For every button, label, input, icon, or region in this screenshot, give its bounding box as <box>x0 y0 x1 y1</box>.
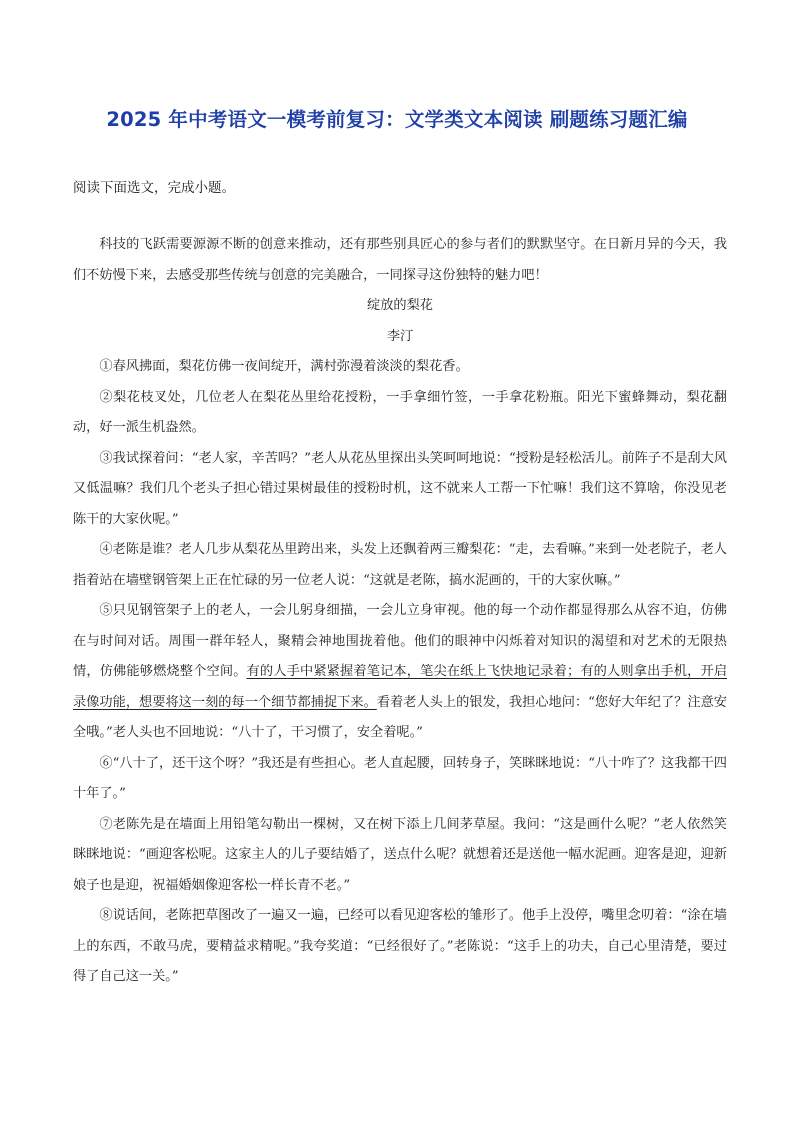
paragraph-5-part-b: 看着老人头上的银发，我担心地问：“您好大年纪了？注意安全哦。”老人头也不回地说：“八十了，干习惯了，安全着呢。” <box>73 694 727 740</box>
paragraph-1: ①春风拂面，梨花仿佛一夜间绽开，满村弥漫着淡淡的梨花香。 <box>99 359 469 374</box>
article-author: 李汀 <box>386 328 414 344</box>
paragraph-8: ⑧说话间，老陈把草图改了一遍又一遍，已经可以看见迎客松的雏形了。他手上没停，嘴里念叨着：“涂在墙上的东西，不敢马虎，要精益求精呢。”我夸奖道：“已经很好了。”老陈说：“这手上的功夫，自己心里清楚，要过得了自己这一关。” <box>73 908 727 984</box>
reading-instruction: 阅读下面选文，完成小题。 <box>73 180 235 196</box>
paragraph-3: ③我试探着问：“老人家，辛苦吗？”老人从花丛里探出头笑呵呵地说：“授粉是轻松活儿。前阵子不是刮大风又低温嘛？我们几个老头子担心错过果树最佳的授粉时机，这不就来人工帮一下忙嘛！我们这不算啥，你没见老陈干的大家伙呢。” <box>73 450 727 527</box>
article-body <box>73 230 727 993</box>
page-title: 2025 年中考语文一模考前复习：文学类文本阅读 刷题练习题汇编 <box>106 108 688 131</box>
underlined-sentence: 有的人手中紧紧握着笔记本，笔尖在纸上飞快地记录着；有的人则拿出手机，开启录像功能，想要将这一刻的每一个细节都捕捉下来。 <box>73 664 728 710</box>
paragraph-6: ⑥“八十了，还干这个呀？”我还是有些担心。老人直起腰，回转身子，笑眯眯地说：“八十咋了？这我都干四十年了。” <box>73 755 727 801</box>
paragraph-5-part-a: ⑤只见钢管架子上的老人，一会儿躬身细描，一会儿立身审视。他的每一个动作都显得那么从容不迫，仿佛在与时间对话。周围一群年轻人，聚精会神地围拢着他。他们的眼神中闪烁着对知识的渴望和对艺术的无限热情，仿佛能够燃烧整个空间。 <box>73 603 727 679</box>
paragraph-5 <box>73 596 727 749</box>
intro-paragraph: 科技的飞跃需要源源不断的创意来推动，还有那些别具匠心的参与者们的默默坚守。在日新月异的今天，我们不妨慢下来，去感受那些传统与创意的完美融合，一同探寻这份独特的魅力吧！ <box>73 237 727 283</box>
paragraph-4: ④老陈是谁？老人几步从梨花丛里跨出来，头发上还飘着两三瓣梨花：“走，去看嘛。”来到一处老院子，老人指着站在墙壁钢管架上正在忙碌的另一位老人说：“这就是老陈，搞水泥画的，干的大家伙嘛。” <box>73 542 727 588</box>
article-title: 绽放的梨花 <box>367 298 433 313</box>
paragraph-2: ②梨花枝叉处，几位老人在梨花丛里给花授粉，一手拿细竹签，一手拿花粉瓶。阳光下蜜蜂舞动，梨花翻动，好一派生机盎然。 <box>73 389 727 435</box>
paragraph-7: ⑦老陈先是在墙面上用铅笔勾勒出一棵树，又在树下添上几间茅草屋。我问：“这是画什么呢？”老人依然笑眯眯地说：“画迎客松呢。这家主人的儿子要结婚了，送点什么呢？就想着还是送他一幅水泥画。迎客是迎，迎新娘子也是迎，祝福婚姻像迎客松一样长青不老。” <box>73 816 727 893</box>
